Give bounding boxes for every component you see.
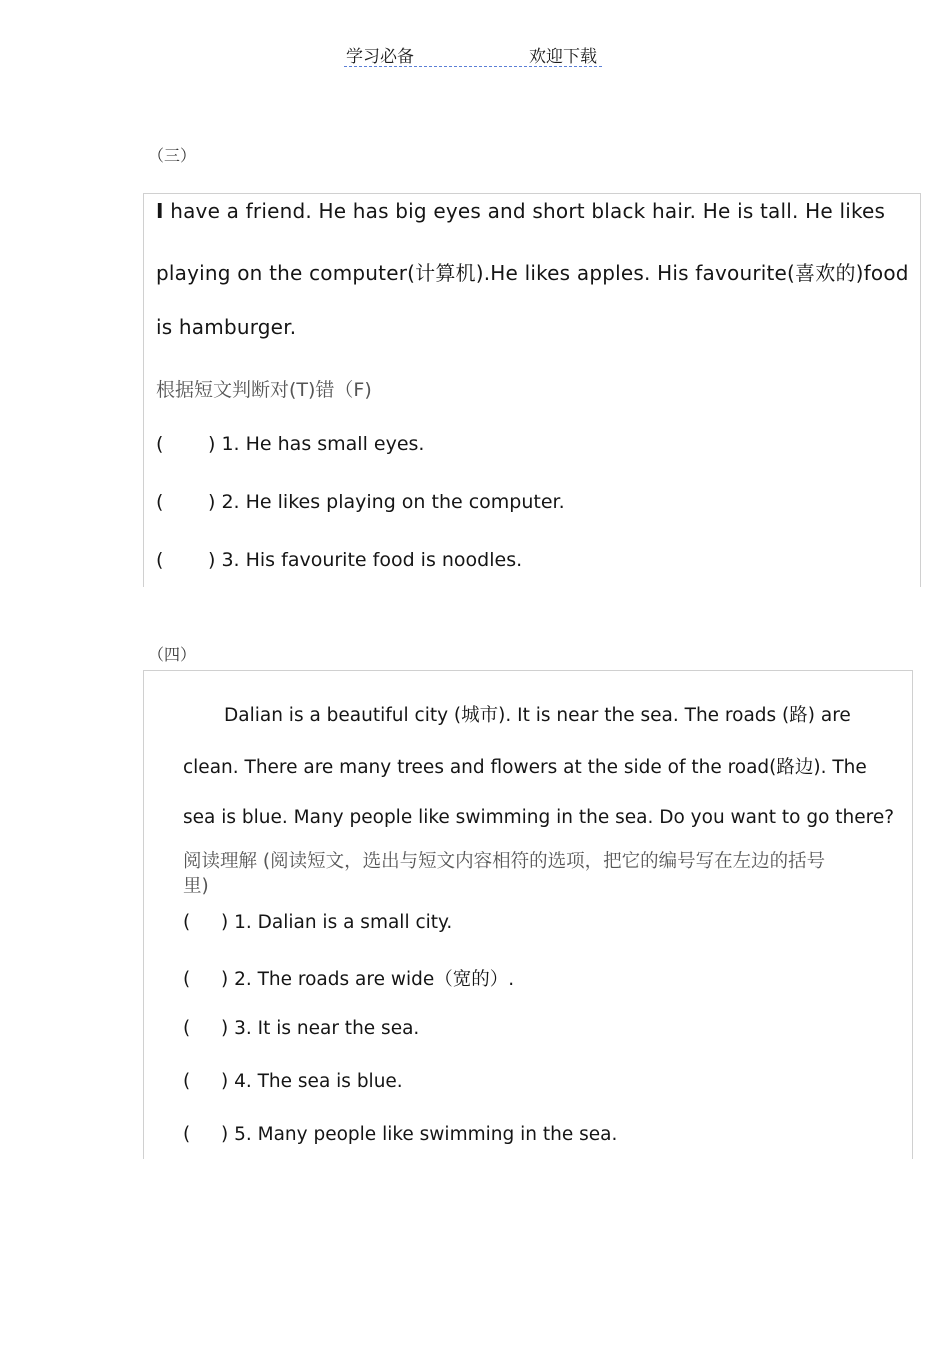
section-3-passage-line-1: I have a friend. He has big eyes and short black hair. He is tall. He likes (156, 199, 886, 223)
question-text: ) 1. Dalian is a small city. (221, 912, 453, 933)
question-text: ) 1. He has small eyes. (208, 433, 425, 455)
answer-blank[interactable]: ( (156, 491, 164, 513)
section-4-passage-line-3: sea is blue. Many people like swimming in the sea. Do you want to go there? (183, 807, 895, 828)
section-3-box (143, 193, 921, 587)
answer-blank[interactable]: ( (183, 969, 191, 990)
section-3-label: （三） (148, 146, 197, 165)
section-4-question-5 (183, 1124, 617, 1145)
question-text: ) 5. Many people like swimming in the sea. (221, 1124, 618, 1145)
question-text: ) 2. He likes playing on the computer. (208, 491, 565, 513)
question-text: ) 3. It is near the sea. (221, 1018, 420, 1039)
section-4-question-1 (183, 912, 452, 933)
section-3-instruction: 根据短文判断对(T)错（F) (156, 379, 372, 401)
answer-blank[interactable]: ( (156, 433, 164, 455)
section-4-instruction-line-2: 里) (183, 876, 209, 897)
header-left-text: 学习必备 (346, 47, 414, 67)
question-text: ) 2. The roads are wide（宽的）. (221, 969, 515, 990)
header-right-text: 欢迎下载 (529, 47, 597, 67)
answer-blank[interactable]: ( (183, 1071, 191, 1092)
answer-blank[interactable]: ( (183, 1124, 191, 1145)
section-3-question-3 (156, 549, 522, 571)
section-4-question-4 (183, 1071, 403, 1092)
page-header (344, 40, 602, 67)
question-text: ) 3. His favourite food is noodles. (208, 549, 523, 571)
answer-blank[interactable]: ( (156, 549, 164, 571)
section-3-question-1 (156, 433, 424, 455)
answer-blank[interactable]: ( (183, 1018, 191, 1039)
answer-blank[interactable]: ( (183, 912, 191, 933)
section-4-box (143, 670, 913, 1159)
question-text: ) 4. The sea is blue. (221, 1071, 403, 1092)
section-3-passage-line-3: is hamburger. (156, 315, 297, 339)
section-4-question-3 (183, 1018, 419, 1039)
section-4-label: （四） (148, 645, 197, 664)
section-4-passage-line-2: clean. There are many trees and flowers at the side of the road(路边). The (183, 757, 867, 778)
section-4-instruction-line-1: 阅读理解 (阅读短文，选出与短文内容相符的选项，把它的编号写在左边的括号 (183, 851, 826, 872)
section-3-question-2 (156, 491, 565, 513)
section-4-question-2 (183, 965, 514, 991)
section-3-passage-line-2: playing on the computer(计算机).He likes apples. His favourite(喜欢的)food (156, 261, 909, 285)
section-4-passage-line-1: Dalian is a beautiful city (城市). It is near the sea. The roads (路) are (224, 705, 851, 726)
